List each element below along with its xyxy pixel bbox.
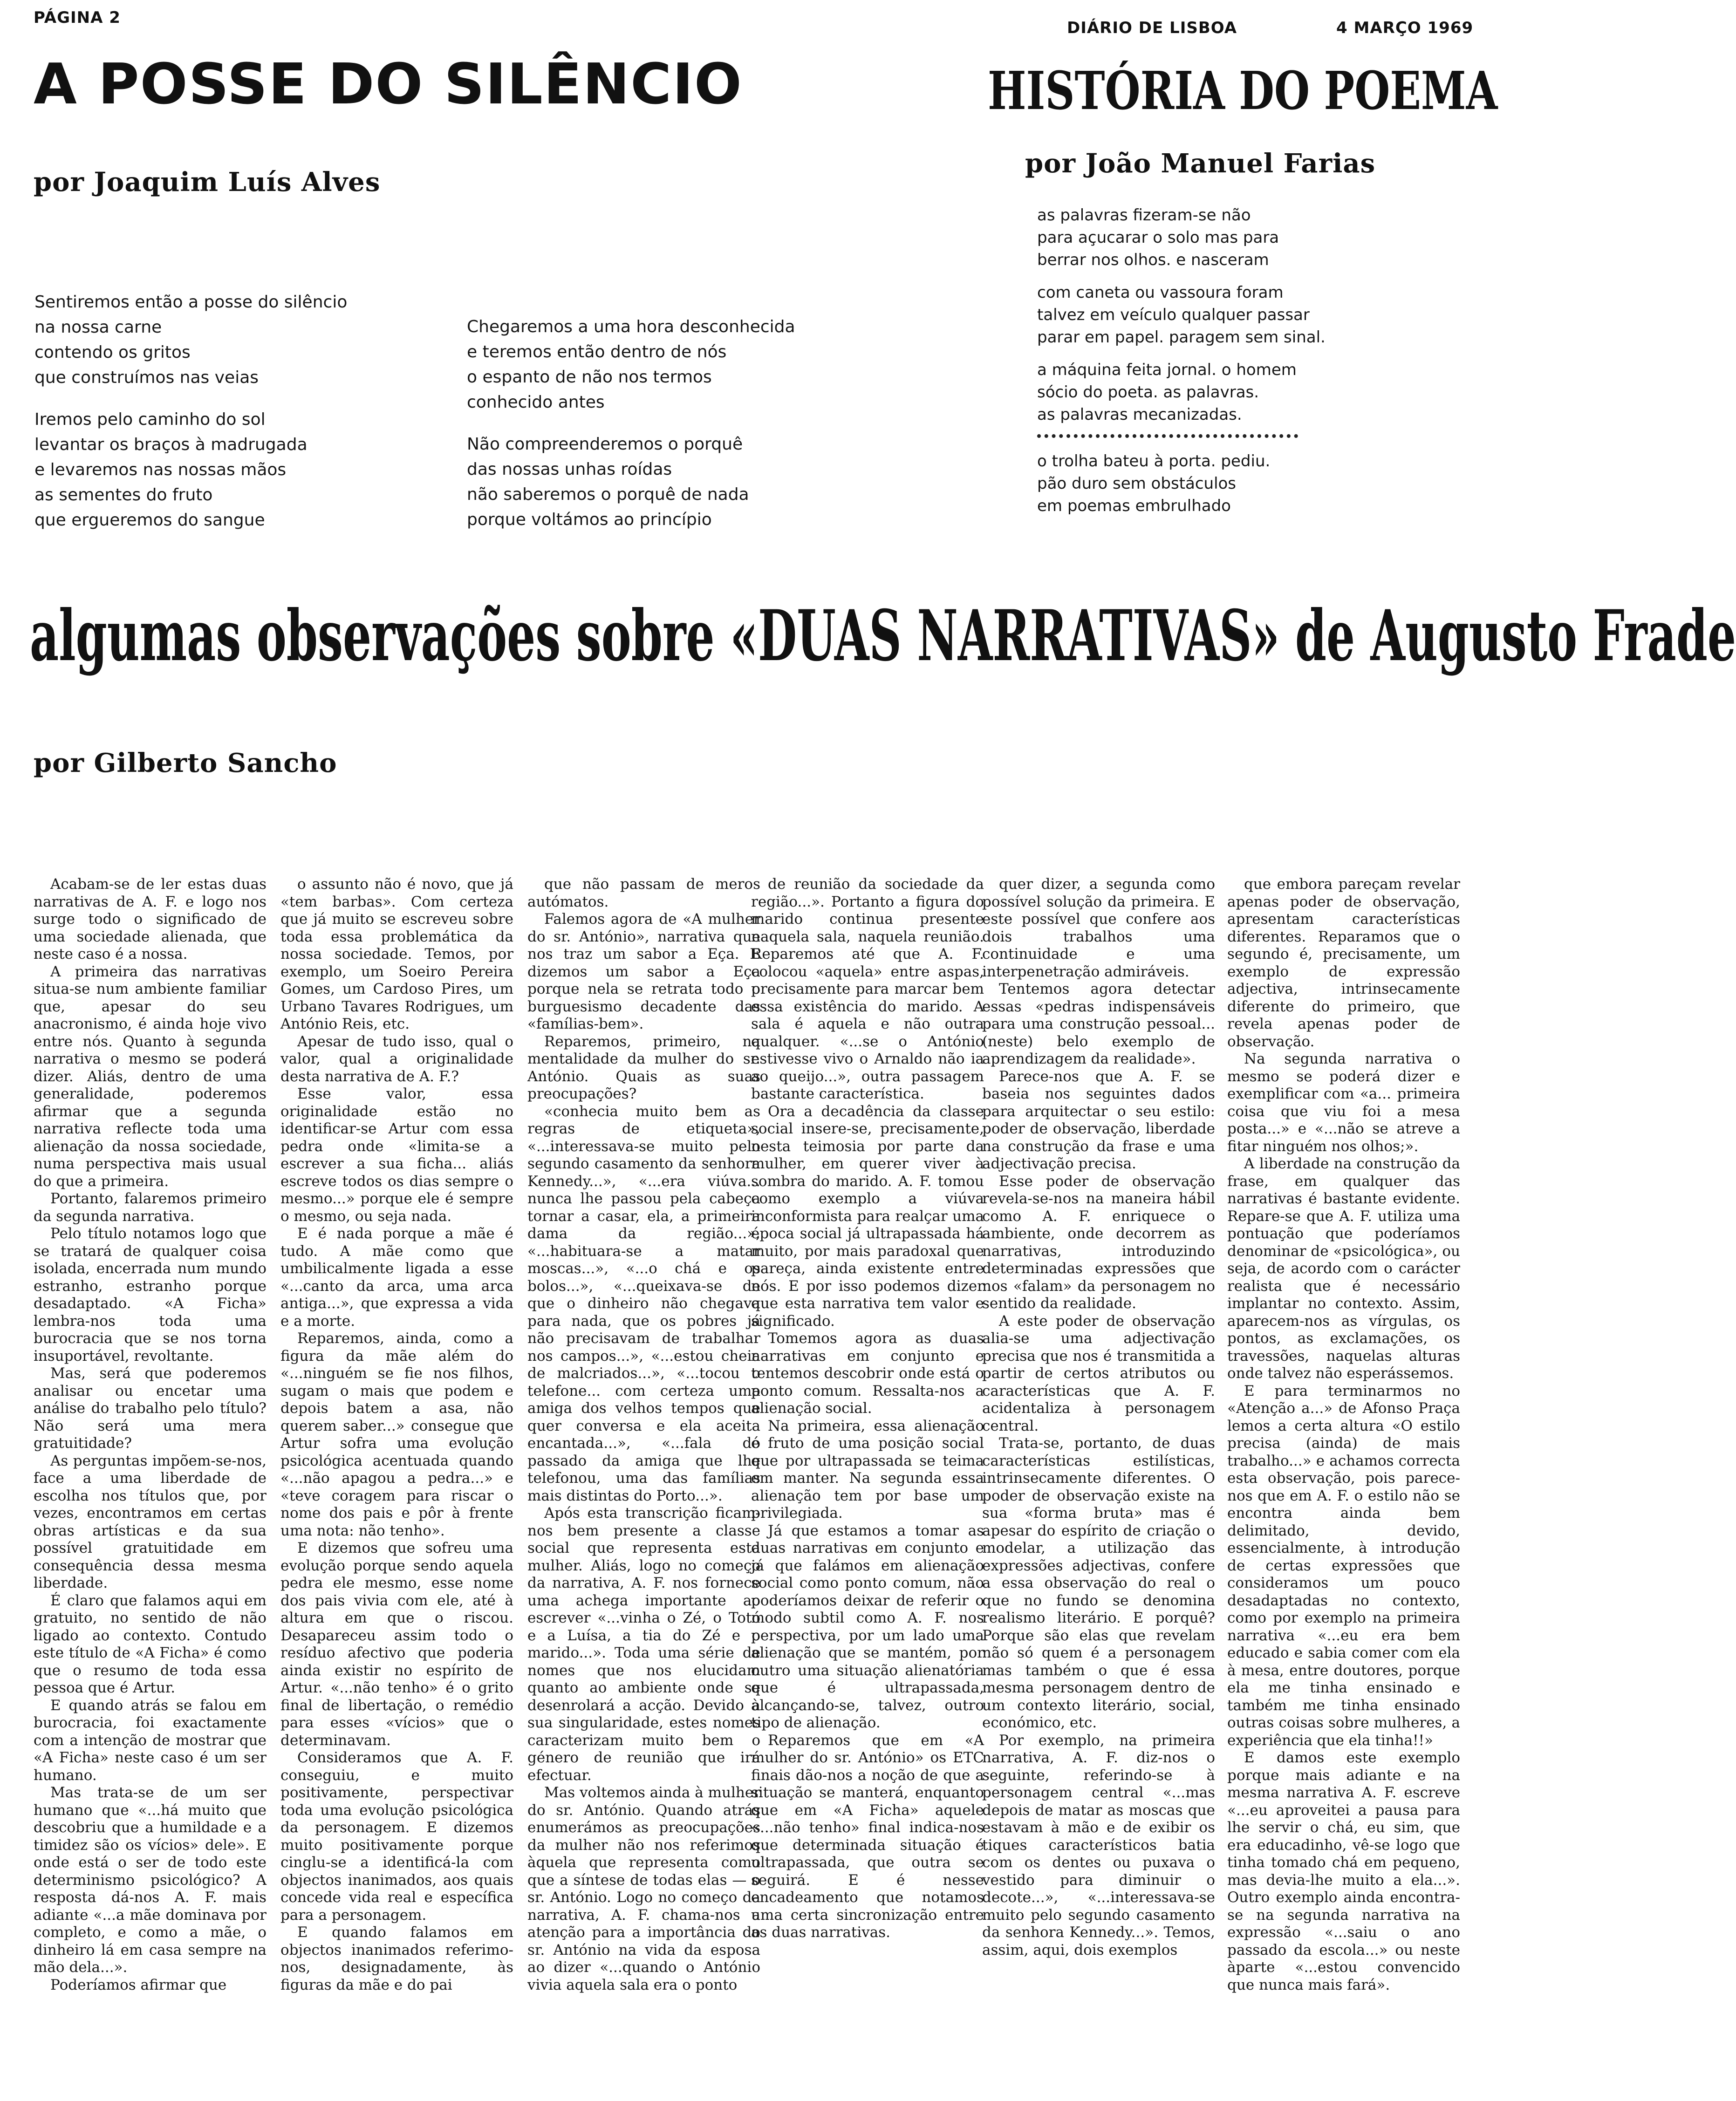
poem-line: o espanto de não nos termos bbox=[467, 368, 712, 387]
article-paragraph: Mas, será que poderemos analisar ou encetar uma análise do trabalho pelo título? Não será uma mera gratuitidade? bbox=[34, 1365, 267, 1452]
article-paragraph: Ora a decadência da classe social insere-se, precisamente, nesta teimosia por parte da mulher, em querer viver à sombra do marido. A. F. tomou como exemplo a viúva inconformista para realçar uma época social já ultrapassada há muito, por mais paradoxal que pareça, ainda existente entre nós. E por isso podemos dizer que esta narrativa tem valor e significado. bbox=[751, 1103, 984, 1330]
poem-line: sócio do poeta. as palavras. bbox=[1037, 383, 1259, 402]
article-paragraph: Reparemos que em «A mulher do sr. António» os ETC finais dão-nos a noção de que a situação se manterá, enquanto que em «A Ficha» aquele «...não tenho» final indica-nos que determinada situação é ultrapassada, que outra se seguirá. E é nesse encadeamento que notamos uma certa sincronização entre as duas narrativas. bbox=[751, 1732, 984, 1941]
article-paragraph: quer dizer, a segunda como possível solução da primeira. E este possível que confere aos dois trabalhos uma continuidade e uma interpenetração admiráveis. bbox=[982, 876, 1215, 980]
article-paragraph: Por exemplo, na primeira narrativa, A. F. diz-nos o seguinte, referindo-se à personagem central «...mas depois de matar as moscas que estavam à mão e de exibir os tiques característicos batia com os dentes ou puxava o vestido para diminuir o decote...», «...interessava-se muito pelo segundo casamento da senhora Kennedy...». Temos, assim, aqui, dois exemplos bbox=[982, 1732, 1215, 1958]
poem-line: o trolha bateu à porta. pediu. bbox=[1037, 452, 1271, 471]
article-paragraph: As perguntas impõem-se-nos, face a uma liberdade de escolha nos títulos que, por vezes, encontramos em certas obras artísticas e da sua possível gratuitidade em consequência dessa mesma liberdade. bbox=[34, 1452, 267, 1591]
article-paragraph: que não passam de meros autómatos. bbox=[527, 876, 760, 910]
article-paragraph: Reparemos, ainda, como a figura da mãe além do «...ninguém se fie nos filhos, sugam o mais que podem e depois batem a asa, não querem saber...» consegue que Artur sofra uma evolução psicológica acentuada quando «...não apagou a pedra...» e «teve coragem para riscar o nome dos pais e pôr à frente uma nota: não tenho». bbox=[280, 1330, 513, 1539]
newspaper-name: DIÁRIO DE LISBOA bbox=[1067, 19, 1237, 37]
poem-stanza bbox=[34, 407, 347, 533]
poem-line: não saberemos o porquê de nada bbox=[467, 485, 749, 504]
article3-column-2 bbox=[280, 876, 513, 2082]
article-paragraph: Mas voltemos ainda à mulher do sr. António. Quando atrás enumerámos as preocupações da mulher não nos referimos àquela que representa como que a síntese de todas elas — o sr. António. Logo no começo da narrativa, A. F. chama-nos a atenção para a importância do sr. António na vida da esposa ao dizer «...quando o António vivia aquela sala era o ponto bbox=[527, 1784, 760, 1993]
article3-column-4 bbox=[751, 876, 984, 2082]
poem-stanza bbox=[1037, 359, 1326, 426]
poem-line: as sementes do fruto bbox=[34, 485, 213, 505]
article-paragraph: Tomemos agora as duas narrativas em conjunto e tentemos descobrir onde está o ponto comum. Ressalta-nos a alienação social. bbox=[751, 1330, 984, 1417]
poem-line: para açucarar o solo mas para bbox=[1037, 228, 1279, 247]
article-paragraph: Na segunda narrativa o mesmo se poderá dizer e exemplificar com «a... primeira coisa que viu foi a mesa posta...» e «...não se atreve a fitar ninguém nos olhos;». bbox=[1227, 1050, 1460, 1155]
poem-line: conhecido antes bbox=[467, 393, 605, 412]
poem-line: as palavras mecanizadas. bbox=[1037, 405, 1242, 424]
poem-line: e levaremos nas nossas mãos bbox=[34, 460, 287, 479]
poem-line: contendo os gritos bbox=[34, 343, 191, 362]
article-paragraph: que embora pareçam revelar apenas poder de observação, apresentam características diferentes. Reparamos que o segundo é, precisamente, um exemplo de expressão adjectiva, intrinsecamente diferente do primeiro, que revela apenas poder de observação. bbox=[1227, 876, 1460, 1050]
article-paragraph: Esse poder de observação revela-se-nos na maneira hábil como A. F. enriquece o ambiente, onde decorrem as narrativas, introduzindo determinadas expressões que nos «falam» da personagem no sentido da realidade. bbox=[982, 1173, 1215, 1312]
article-paragraph: E é nada porque a mãe é tudo. A mãe como que umbilicalmente ligada a esse «...canto da arca, uma arca antiga...», que expressa a vida e a morte. bbox=[280, 1225, 513, 1330]
article-paragraph: Apesar de tudo isso, qual o valor, qual a originalidade desta narrativa de A. F.? bbox=[280, 1033, 513, 1085]
article-paragraph: Trata-se, portanto, de duas características estilísticas, intrinsecamente diferentes. O poder de observação existe na sua «forma bruta» mas é apesar do espírito de criação o modelar, a utilização das expressões adjectivas, confere a essa observação do real o que no fundo se denomina realismo literário. E porquê? Porque são elas que revelam não só quem é a personagem mas também o que é essa mesma personagem dentro de um contexto literário, social, económico, etc. bbox=[982, 1435, 1215, 1731]
poem-line: parar em papel. paragem sem sinal. bbox=[1037, 328, 1326, 347]
article3-byline: por Gilberto Sancho bbox=[34, 748, 337, 778]
article3-column-5 bbox=[982, 876, 1215, 2082]
article-paragraph: E damos este exemplo porque mais adiante e na mesma narrativa A. F. escreve «...eu aproveitei a pausa para lhe servir o chá, eu sim, que era educadinho, vê-se logo que tinha tomado chá em pequeno, mas devia-lhe muito a ela...». Outro exemplo ainda encontra-se na segunda narrativa na expressão «...saiu o ano passado da escola...» ou neste àparte «...estou convencido que nunca mais fará». bbox=[1227, 1749, 1460, 1993]
poem-line: porque voltámos ao princípio bbox=[467, 510, 712, 529]
poem-line: Não compreenderemos o porquê bbox=[467, 435, 743, 454]
poem-stanza bbox=[467, 432, 795, 532]
poem-line: levantar os braços à madrugada bbox=[34, 435, 308, 454]
poem-line: a máquina feita jornal. o homem bbox=[1037, 361, 1297, 379]
poem-stanza bbox=[1037, 204, 1326, 271]
article-paragraph: A este poder de observação alia-se uma adjectivação precisa que nos é transmitida a partir de certos atributos ou características que A. F. acidentaliza à personagem central. bbox=[982, 1312, 1215, 1434]
article-paragraph: A liberdade na construção da frase, em qualquer das narrativas é bastante evidente. Repare-se que A. F. utiliza uma pontuação que poderíamos denominar de «psicológica», ou seja, de acordo com o carácter realista que é necessário implantar no contexto. Assim, aparecem-nos as vírgulas, os pontos, as exclamações, os travessões, naquelas alturas onde talvez não esperássemos. bbox=[1227, 1155, 1460, 1382]
article1-title: A POSSE DO SILÊNCIO bbox=[34, 52, 743, 117]
article-paragraph: Parece-nos que A. F. se baseia nos seguintes dados para arquitectar o seu estilo: poder de observação, liberdade na construção da frase e uma adjectivação precisa. bbox=[982, 1068, 1215, 1172]
article-paragraph: Já que estamos a tomar as duas narrativas em conjunto e já que falámos em alienação social como ponto comum, não poderíamos deixar de referir o modo subtil como A. F. nos perspectiva, por um lado uma alienação que se mantém, por outro uma situação alienatória que é ultrapassada, alcançando-se, talvez, outro tipo de alienação. bbox=[751, 1522, 984, 1731]
poem-stanza bbox=[467, 314, 795, 415]
article-paragraph: Falemos agora de «A mulher do sr. António», narrativa que nos traz um sabor a Eça. E dizemos um sabor a Eça porque nela se retrata todo o burguesismo decadente das «famílias-bem». bbox=[527, 911, 760, 1032]
article-paragraph: E para terminarmos no «Atenção a...» de Afonso Praça lemos a certa altura «O estilo precisa (ainda) de mais trabalho...» e achamos correcta esta observação, pois parece-nos que em A. F. o estilo não se encontra ainda bem delimitado, devido, essencialmente, à introdução de certas expressões que consideramos um pouco desadaptadas no contexto, como por exemplo na primeira narrativa «...eu era bem educado e sabia comer com ela à mesa, entre doutores, porque ela me tinha ensinado e também me tinha ensinado outras coisas sobre mulheres, a experiência que ela tinha!!» bbox=[1227, 1382, 1460, 1749]
article-paragraph: de reunião da sociedade da região...». Portanto a figura do marido continua presente naquela sala, naquela reunião. Reparemos até que A. F. colocou «aquela» entre aspas, precisamente para marcar bem essa existência do marido. A sala é aquela e não outra qualquer. «...se o António estivesse vivo o Arnaldo não ia ao queijo...», outra passagem bastante característica. bbox=[751, 876, 984, 1102]
article-paragraph: Portanto, falaremos primeiro da segunda narrativa. bbox=[34, 1190, 267, 1225]
poem-stanza bbox=[1037, 281, 1326, 348]
poem-stanza bbox=[34, 290, 347, 390]
article-paragraph: Mas trata-se de um ser humano que «...há muito que descobriu que a humildade e a timidez são os vícios» dele». E onde está o ser de todo este determinismo psicológico? A resposta dá-nos A. F. mais adiante «...a mãe dominava por completo, e como a mãe, o dinheiro lá em casa sempre na mão dela...». bbox=[34, 1784, 267, 1976]
article-paragraph: Na primeira, essa alienação é fruto de uma posição social que por ultrapassada se teima em manter. Na segunda essa alienação tem por base um privilegiada. bbox=[751, 1417, 984, 1521]
poem-line: na nossa carne bbox=[34, 318, 162, 337]
poem-line: em poemas embrulhado bbox=[1037, 497, 1231, 515]
poem-line: das nossas unhas roídas bbox=[467, 460, 672, 479]
article2-title: HISTÓRIA DO POEMA bbox=[988, 61, 1498, 122]
article3-column-6 bbox=[1227, 876, 1460, 2082]
poem-line: e teremos então dentro de nós bbox=[467, 342, 727, 362]
article-paragraph: o assunto não é novo, que já «tem barbas». Com certeza que já muito se escreveu sobre toda essa problemática da nossa sociedade. Temos, por exemplo, um Soeiro Pereira Gomes, um Cardoso Pires, um Urbano Tavares Rodrigues, um António Reis, etc. bbox=[280, 876, 513, 1032]
page-label: PÁGINA 2 bbox=[34, 8, 121, 27]
poem-line: talvez em veículo qualquer passar bbox=[1037, 306, 1310, 324]
poem-line: Chegaremos a uma hora desconhecida bbox=[467, 317, 795, 336]
article-paragraph: Pelo título notamos logo que se tratará de qualquer coisa isolada, encerrada num mundo estranho, estranho porque desadaptado. «A Ficha» lembra-nos toda uma burocracia que se nos torna insuportável, revoltante. bbox=[34, 1225, 267, 1364]
poem-line: com caneta ou vassoura foram bbox=[1037, 283, 1284, 302]
issue-date: 4 MARÇO 1969 bbox=[1336, 19, 1474, 37]
article-paragraph: Tentemos agora detectar essas «pedras indispensáveis para uma construção pessoal... (neste) belo exemplo de aprendizagem da realidade». bbox=[982, 981, 1215, 1067]
article-paragraph: A primeira das narrativas situa-se num ambiente familiar que, apesar do seu anacronismo, é ainda hoje vivo entre nós. Quanto à segunda narrativa o mesmo se poderá dizer. Aliás, dentro de uma generalidade, poderemos afirmar que a segunda narrativa reflecte toda uma alienação da nossa sociedade, numa perspectiva mais usual do que a primeira. bbox=[34, 963, 267, 1190]
article3-column-3 bbox=[527, 876, 760, 2082]
article-paragraph: Após esta transcrição ficam-nos bem presente a classe social que representa esta mulher. Aliás, logo no começo da narrativa, A. F. nos fornece uma achega importante ao escrever «...vinha o Zé, o Totó e a Luísa, a tia do Zé e o marido...». Toda uma série de nomes que nos elucidam quanto ao ambiente onde se desenrolará a acção. Devido à sua singularidade, estes nomes caracterizam muito bem o género de reunião que irá efectuar. bbox=[527, 1505, 760, 1784]
article-paragraph: E quando atrás se falou em burocracia, foi exactamente com a intenção de mostrar que «A Ficha» neste caso é um ser humano. bbox=[34, 1697, 267, 1784]
article-paragraph: E dizemos que sofreu uma evolução porque sendo aquela pedra ele mesmo, esse nome dos pais vivia com ele, até à altura em que o riscou. Desapareceu assim todo o resíduo afectivo que poderia ainda existir no espírito de Artur. «...não tenho» é o grito final de libertação, o remédio para esses «vícios» que o determinavam. bbox=[280, 1540, 513, 1749]
article-paragraph: Consideramos que A. F. conseguiu, e muito positivamente, perspectivar toda uma evolução psicológica da personagem. E dizemos muito positivamente porque cinglu-se a identificá-la com objectos inanimados, aos quais concede vida real e específica para a personagem. bbox=[280, 1749, 513, 1924]
article-paragraph: «conhecia muito bem as regras de etiqueta», «...interessava-se muito pelo segundo casamento da senhora Kennedy...», «...era viúva... nunca lhe passou pela cabeça tornar a casar, ela, a primeira dama da região...», «...habituara-se a matar moscas...», «...o chá e os bolos...», «...queixava-se de que o dinheiro não chegava para nada, que os pobres já não precisavam de trabalhar nos campos...», «...estou cheia de malcriados...», «...tocou o telefone... com certeza uma amiga dos velhos tempos que quer conversa e ela aceita encantada...», «...fala do passado da amiga que lhe telefonou, uma das famílias mais distintas do Porto...». bbox=[527, 1103, 760, 1504]
article-paragraph: É claro que falamos aqui em gratuito, no sentido de não ligado ao contexto. Contudo este título de «A Ficha» é como que o resumo de toda essa pessoa que é Artur. bbox=[34, 1592, 267, 1696]
poem-line: Sentiremos então a posse do silêncio bbox=[34, 293, 348, 312]
article-paragraph: Reparemos, primeiro, na mentalidade da mulher do sr. António. Quais as suas preocupações? bbox=[527, 1033, 760, 1102]
article2-byline: por João Manuel Farias bbox=[1025, 148, 1376, 179]
article-paragraph: Poderíamos afirmar que bbox=[50, 1976, 227, 1993]
article1-poem-right bbox=[467, 314, 795, 549]
poem-line: que construímos nas veias bbox=[34, 368, 259, 387]
article3-title: algumas observações sobre «DUAS NARRATIVAS» de Augusto Frade bbox=[30, 595, 1736, 677]
poem-line: Iremos pelo caminho do sol bbox=[34, 410, 266, 429]
poem-line: berrar nos olhos. e nasceram bbox=[1037, 251, 1269, 269]
article3-column-1 bbox=[34, 876, 267, 2082]
poem-line: que ergueremos do sangue bbox=[34, 511, 265, 530]
article-paragraph: Esse valor, essa originalidade estão no identificar-se Artur com essa pedra onde «limita-se a escrever a sua ficha... aliás escreve todos os dias sempre o mesmo...» porque ele é sempre o mesmo, ou seja nada. bbox=[280, 1085, 513, 1225]
dotted-divider bbox=[1037, 434, 1298, 438]
poem-line: as palavras fizeram-se não bbox=[1037, 206, 1251, 225]
article1-byline: por Joaquim Luís Alves bbox=[34, 167, 381, 198]
article1-poem-left bbox=[34, 290, 347, 550]
article-paragraph: E quando falamos em objectos inanimados referimo-nos, designadamente, às figuras da mãe e do pai bbox=[280, 1924, 513, 1993]
article2-poem bbox=[1037, 204, 1326, 517]
article-paragraph: Acabam-se de ler estas duas narrativas de A. F. e logo nos surge todo o significado de uma sociedade alienada, que neste caso é a nossa. bbox=[34, 876, 267, 962]
poem-stanza bbox=[1037, 450, 1326, 517]
poem-line: pão duro sem obstáculos bbox=[1037, 474, 1237, 493]
